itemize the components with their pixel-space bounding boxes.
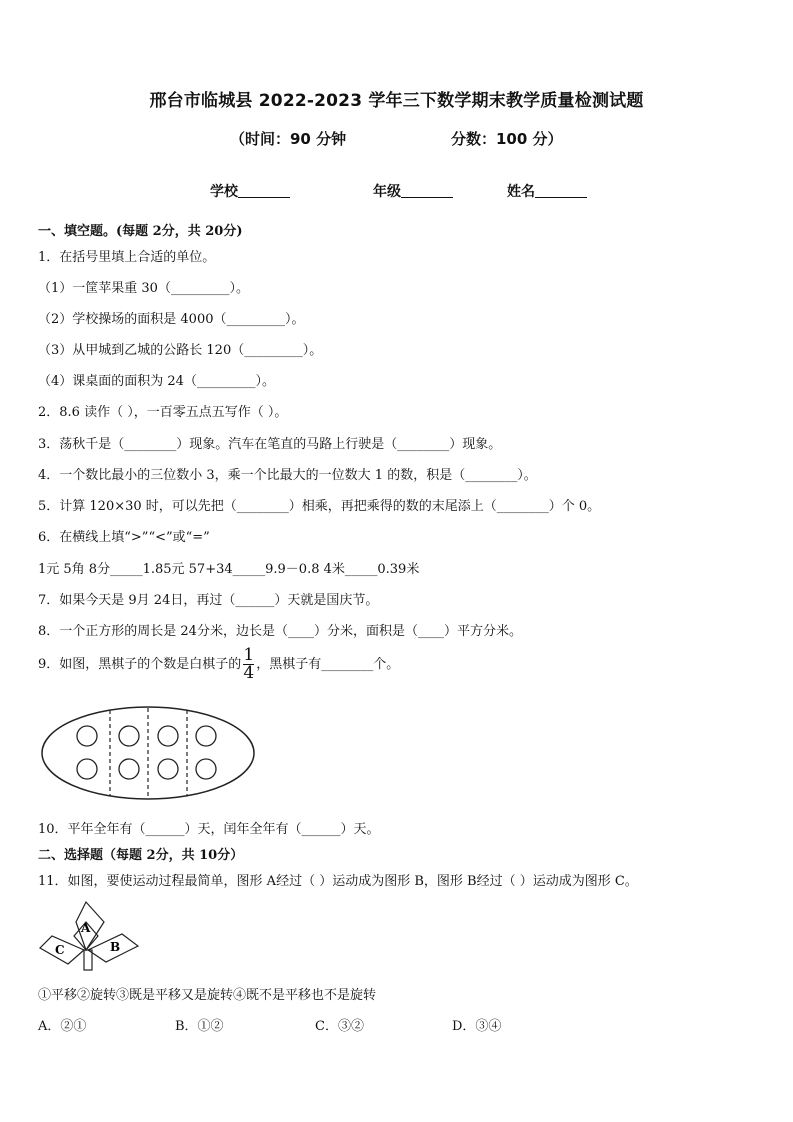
question-10: 10．平年全年有（______）天，闰年全年有（______）天。 — [38, 822, 380, 837]
question-9-tail: ，黑棋子有________个。 — [256, 657, 400, 672]
question-1: 1．在括号里填上合适的单位。 — [38, 250, 216, 265]
question-1-1: （1）一筐苹果重 30（_________）。 — [38, 281, 249, 296]
name-field[interactable] — [507, 181, 587, 201]
chess-piece — [196, 726, 216, 746]
section-fill-blank: 一、填空题。(每题 2分，共 20分) — [38, 224, 243, 239]
label-a: A — [81, 921, 91, 935]
name-label: 姓名 — [507, 184, 535, 200]
chess-piece — [158, 726, 178, 746]
question-7: 7．如果今天是 9月 24日，再过（______）天就是国庆节。 — [38, 593, 379, 608]
question-9 — [38, 645, 400, 683]
chess-piece — [77, 726, 97, 746]
question-4: 4．一个数比最小的三位数小 3，乘一个比最大的一位数大 1 的数，积是（________）。 — [38, 468, 537, 483]
grade-field[interactable] — [373, 181, 453, 201]
school-label: 学校 — [210, 184, 238, 200]
label-b: B — [110, 940, 121, 954]
fraction-denominator: 4 — [243, 663, 255, 683]
choice-b[interactable]: B．①② — [175, 1019, 224, 1034]
question-1-4: （4）课桌面的面积为 24（_________）。 — [38, 374, 275, 389]
name-blank[interactable] — [535, 183, 587, 198]
label-c: C — [55, 943, 65, 957]
exam-subtitle — [230, 128, 563, 149]
fraction-numerator: 1 — [243, 645, 255, 665]
question-1-3: （3）从甲城到乙城的公路长 120（_________）。 — [38, 343, 323, 358]
grade-label: 年级 — [373, 184, 401, 200]
question-6: 6．在横线上填“>”“<”或“=” — [38, 530, 210, 545]
chess-piece — [77, 759, 97, 779]
question-3: 3．荡秋千是（________）现象。汽车在笔直的马路上行驶是（________）现象。 — [38, 437, 502, 452]
chess-piece — [119, 726, 139, 746]
school-field[interactable] — [210, 181, 290, 201]
time-limit: （时间：90 分钟 — [230, 130, 347, 148]
question-11: 11．如图，要使运动过程最简单，图形 A经过（ ）运动成为图形 B，图形 B经过（ ）运动成为图形 C。 — [38, 874, 638, 889]
question-8: 8．一个正方形的周长是 24分米，边长是（____）分米，面积是（____）平方分米。 — [38, 624, 522, 639]
section-multiple-choice: 二、选择题（每题 2分，共 10分） — [38, 848, 244, 863]
question-11-options: ①平移②旋转③既是平移又是旋转④既不是平移也不是旋转 — [38, 988, 377, 1003]
question-2: 2．8.6 读作（ ），一百零五点五写作（ ）。 — [38, 405, 288, 420]
chess-pieces-figure — [38, 704, 260, 802]
total-score: 分数：100 分） — [451, 130, 563, 148]
question-1-2: （2）学校操场的面积是 4000（_________）。 — [38, 312, 305, 327]
question-6-compare: 1元 5角 8分_____1.85元 57+34_____9.9－0.8 4米_____0.39米 — [38, 562, 420, 577]
choice-d[interactable]: D．③④ — [452, 1019, 502, 1034]
exam-title: 邢台市临城县 2022-2023 学年三下数学期末教学质量检测试题 — [149, 91, 644, 111]
question-9-text: 9．如图，黑棋子的个数是白棋子的 — [38, 657, 242, 672]
chess-piece — [119, 759, 139, 779]
choice-a[interactable]: A．②① — [38, 1019, 87, 1034]
choice-c[interactable]: C．③② — [315, 1019, 364, 1034]
grade-blank[interactable] — [401, 183, 453, 198]
school-blank[interactable] — [238, 183, 290, 198]
question-5: 5．计算 120×30 时，可以先把（________）相乘，再把乘得的数的末尾添上（________）个 0。 — [38, 499, 601, 514]
chess-piece — [196, 759, 216, 779]
fraction-one-quarter — [243, 645, 255, 683]
figure-stem — [84, 950, 92, 970]
shape-motion-figure — [38, 900, 144, 974]
chess-piece — [158, 759, 178, 779]
